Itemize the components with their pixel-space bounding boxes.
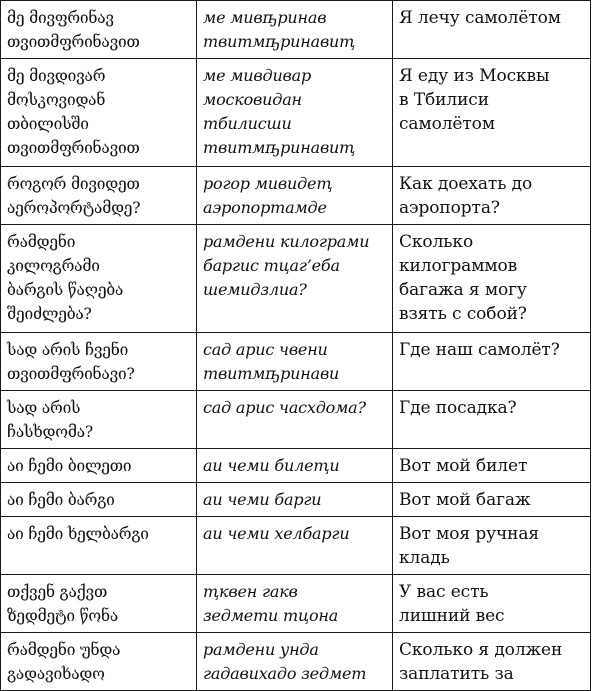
russian-translation: Вот моя ручная кладь xyxy=(393,517,591,575)
georgian-phrase: აი ჩემი ბარგი xyxy=(1,483,197,517)
transliteration: рогор мивидеҭ аэропортамде xyxy=(197,167,393,225)
russian-translation: Где наш самолёт? xyxy=(393,333,591,391)
transliteration: сад арис часхдома? xyxy=(197,391,393,449)
table-row xyxy=(1,59,591,167)
table-row xyxy=(1,633,591,691)
transliteration: аи чеми хелбарги xyxy=(197,517,393,575)
table-row xyxy=(1,483,591,517)
georgian-phrase: რამდენი კილოგრამი ბარგის წაღება შეიძლება? xyxy=(1,225,197,333)
transliteration: ме мивҧринав твитмҧринавиҭ xyxy=(197,1,393,59)
table-row xyxy=(1,575,591,633)
georgian-phrase: აი ჩემი ბილეთი xyxy=(1,449,197,483)
transliteration: рамдени унда гадавихадо зедмет xyxy=(197,633,393,691)
russian-translation: Сколько я должен заплатить за xyxy=(393,633,591,691)
transliteration: сад арис чвени твитмҧринави xyxy=(197,333,393,391)
table-row xyxy=(1,167,591,225)
transliteration: рамдени килограми баргис тцаг’еба шемидзлиа? xyxy=(197,225,393,333)
table-row xyxy=(1,333,591,391)
table-row xyxy=(1,449,591,483)
russian-translation: Я еду из Москвы в Тбилиси самолётом xyxy=(393,59,591,167)
russian-translation: Я лечу самолётом xyxy=(393,1,591,59)
transliteration: ме мивдивар московидан тбилисши твитмҧринавиҭ xyxy=(197,59,393,167)
russian-translation: Вот мой багаж xyxy=(393,483,591,517)
georgian-phrase: მე მივდივარ მოსკოვიდან თბილისში თვითმფრინავით xyxy=(1,59,197,167)
transliteration: аи чеми билеҭи xyxy=(197,449,393,483)
russian-translation: Как доехать до аэропорта? xyxy=(393,167,591,225)
table-row xyxy=(1,517,591,575)
georgian-phrase: რამდენი უნდა გადავიხადო xyxy=(1,633,197,691)
georgian-phrase: სად არის ჩვენი თვითმფრინავი? xyxy=(1,333,197,391)
table-row xyxy=(1,391,591,449)
russian-translation: Где посадка? xyxy=(393,391,591,449)
georgian-phrase: აი ჩემი ხელბარგი xyxy=(1,517,197,575)
transliteration: ҭквен гакв зедмети тцона xyxy=(197,575,393,633)
table-row xyxy=(1,225,591,333)
russian-translation: Сколько килограммов багажа я могу взять с собой? xyxy=(393,225,591,333)
russian-translation: Вот мой билет xyxy=(393,449,591,483)
phrasebook-body xyxy=(1,1,591,691)
transliteration: аи чеми барги xyxy=(197,483,393,517)
georgian-phrase: მე მივფრინავ თვითმფრინავით xyxy=(1,1,197,59)
georgian-phrase: თქვენ გაქვთ ზედმეტი წონა xyxy=(1,575,197,633)
table-row xyxy=(1,1,591,59)
russian-translation: У вас есть лишний вес xyxy=(393,575,591,633)
georgian-phrase: როგორ მივიდეთ აეროპორტამდე? xyxy=(1,167,197,225)
georgian-phrase: სად არის ჩასხდომა? xyxy=(1,391,197,449)
